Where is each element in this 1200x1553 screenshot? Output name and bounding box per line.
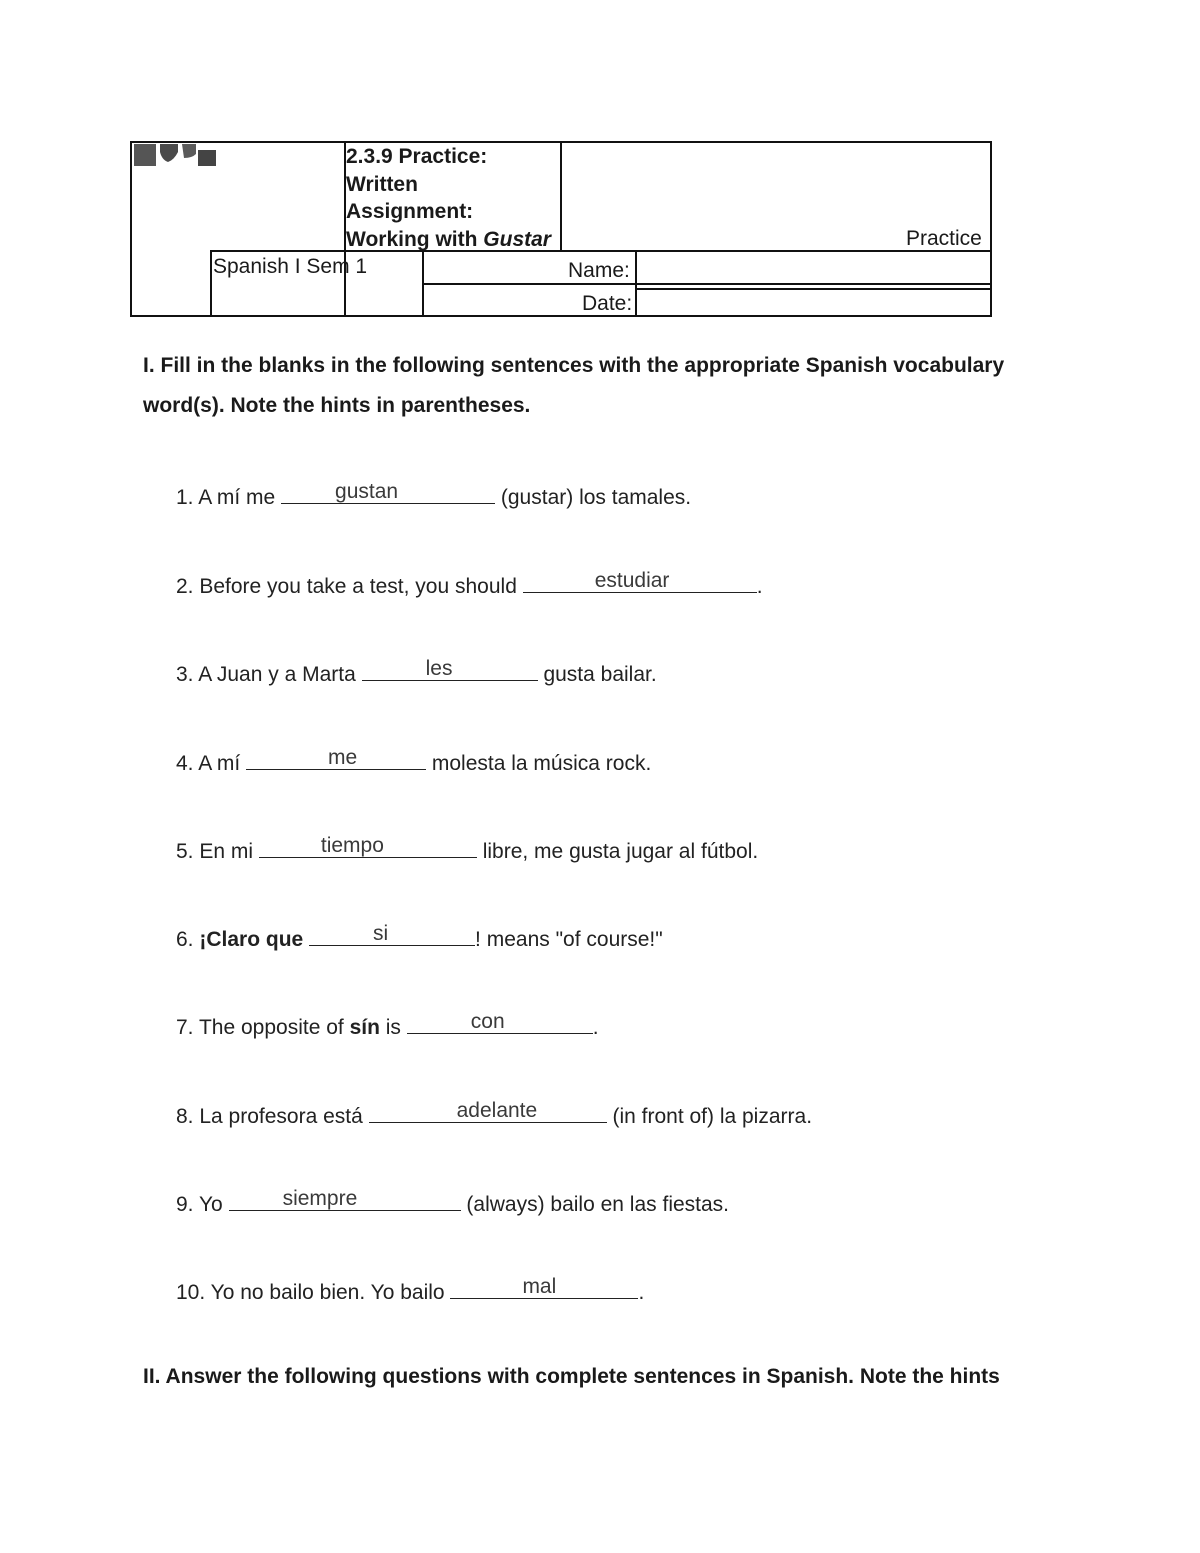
- date-label: Date:: [582, 292, 633, 315]
- question-6-bold: ¡Claro que: [199, 928, 310, 951]
- answer-blank-4: [246, 747, 426, 770]
- answer-1: gustan: [335, 480, 399, 503]
- answer-8: adelante: [456, 1099, 538, 1122]
- section-2-heading: [143, 1357, 1000, 1397]
- page-title: [346, 143, 551, 253]
- question-3: [176, 658, 657, 689]
- question-6-prefix: 6.: [176, 928, 200, 951]
- question-2-prefix: 2. Before you take a test, you should: [176, 575, 523, 598]
- course-label: Spanish I Sem 1: [213, 255, 368, 278]
- answer-blank-6: [309, 923, 475, 946]
- header-border-left: [130, 141, 132, 317]
- answer-2: estudiar: [594, 569, 670, 592]
- answer-blank-10: [450, 1276, 638, 1299]
- answer-4: me: [328, 746, 358, 769]
- header-divider-3: [210, 250, 212, 317]
- answer-10: mal: [522, 1275, 557, 1298]
- question-2-suffix: .: [756, 575, 763, 598]
- question-4-prefix: 4. A mí: [176, 752, 247, 775]
- question-7-bold: sín: [349, 1016, 380, 1039]
- section-2-heading-line-1: II. Answer the following questions with complete sentences in Spanish. Note the hints: [143, 1365, 1000, 1388]
- question-6-suffix: ! means "of course!": [475, 928, 663, 951]
- question-5: [176, 835, 758, 866]
- section-1-heading: [143, 346, 1004, 426]
- question-3-suffix: gusta bailar.: [537, 663, 657, 686]
- practice-label: Practice: [906, 227, 982, 250]
- question-4-suffix: molesta la música rock.: [426, 752, 652, 775]
- question-6: [176, 923, 663, 954]
- title-line-1: 2.3.9 Practice:: [346, 145, 488, 168]
- logo-icon: [134, 144, 216, 166]
- question-5-suffix: libre, me gusta jugar al fútbol.: [476, 840, 759, 863]
- header-border-bottom: [130, 315, 992, 317]
- header-divider-2: [560, 141, 562, 251]
- answer-blank-3: [362, 658, 538, 681]
- title-line-3: Assignment:: [346, 200, 474, 223]
- question-9: [176, 1188, 729, 1219]
- answer-6: si: [373, 922, 389, 945]
- question-1-prefix: 1. A mí me: [176, 486, 282, 509]
- answer-blank-2: [523, 570, 757, 593]
- question-1-suffix: (gustar) los tamales.: [495, 486, 692, 509]
- question-5-prefix: 5. En mi: [176, 840, 259, 863]
- answer-blank-1: [281, 481, 495, 504]
- section-1-heading-line-2: word(s). Note the hints in parentheses.: [143, 394, 531, 417]
- question-9-suffix: (always) bailo en las fiestas.: [460, 1193, 730, 1216]
- question-2: [176, 570, 763, 601]
- question-7-suffix: .: [592, 1016, 599, 1039]
- question-10-prefix: 10. Yo no bailo bien. Yo bailo: [176, 1281, 451, 1304]
- question-8: [176, 1100, 812, 1131]
- answer-blank-9: [229, 1188, 461, 1211]
- question-4: [176, 747, 651, 778]
- answer-5: tiempo: [320, 834, 384, 857]
- header-row-line-1: [210, 250, 992, 252]
- question-8-suffix: (in front of) la pizarra.: [606, 1105, 813, 1128]
- question-7-prefix: 7. The opposite of: [176, 1016, 350, 1039]
- question-3-prefix: 3. A Juan y a Marta: [176, 663, 362, 686]
- question-9-prefix: 9. Yo: [176, 1193, 229, 1216]
- header-row-line-3: [635, 288, 992, 290]
- question-8-prefix: 8. La profesora está: [176, 1105, 369, 1128]
- header-row-line-2: [422, 283, 992, 285]
- answer-9: siempre: [282, 1187, 358, 1210]
- answer-3: les: [425, 657, 453, 680]
- answer-blank-8: [369, 1100, 607, 1123]
- name-label: Name:: [568, 259, 630, 282]
- header-border-right: [990, 141, 992, 317]
- title-italic: Gustar: [483, 227, 551, 251]
- answer-blank-7: [407, 1011, 593, 1034]
- question-1: [176, 481, 691, 512]
- answer-blank-5: [259, 835, 477, 858]
- answer-7: con: [470, 1010, 505, 1033]
- title-line-2: Written: [346, 172, 418, 196]
- question-10: [176, 1276, 644, 1307]
- section-1-heading-line-1: I. Fill in the blanks in the following sentences with the appropriate Spanish vocabulary: [143, 354, 1005, 377]
- question-7-prefix-2: is: [379, 1016, 407, 1039]
- question-7: [176, 1011, 599, 1042]
- question-10-suffix: .: [638, 1281, 645, 1304]
- title-line-4: Working with: [346, 227, 484, 251]
